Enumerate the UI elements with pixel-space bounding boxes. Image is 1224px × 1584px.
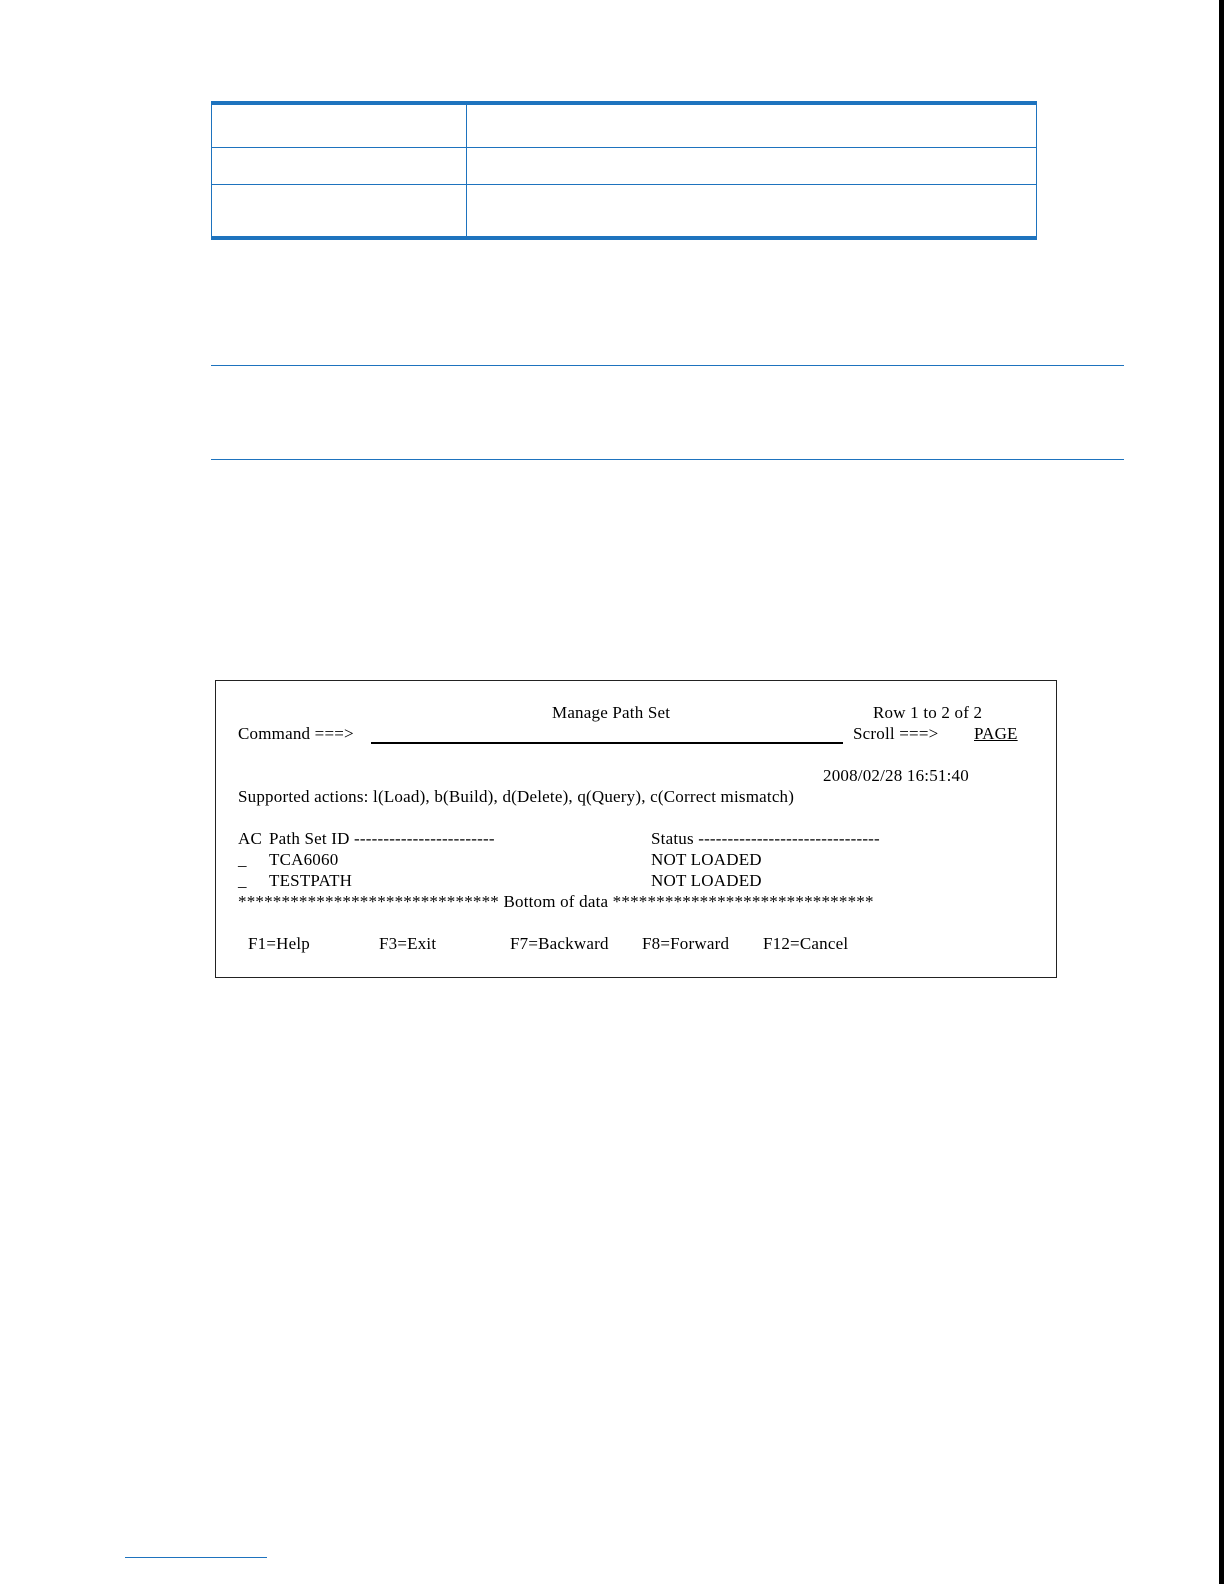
fkey-help[interactable]: F1=Help bbox=[248, 934, 310, 953]
row-info: Row 1 to 2 of 2 bbox=[873, 703, 983, 722]
manage-path-set-screen bbox=[215, 680, 1057, 978]
note-bottom-rule bbox=[211, 459, 1124, 460]
supported-actions: Supported actions: l(Load), b(Build), d(Delete), q(Query), c(Correct mismatch) bbox=[238, 787, 795, 806]
row-action-field[interactable]: _ bbox=[238, 850, 247, 869]
command-input-underline bbox=[371, 742, 843, 744]
command-label: Command ===> bbox=[238, 724, 354, 743]
footer-link-rule bbox=[125, 1557, 267, 1558]
row-status: NOT LOADED bbox=[651, 850, 762, 869]
scroll-label: Scroll ===> bbox=[853, 724, 939, 743]
table-column-divider bbox=[466, 105, 467, 236]
table-row bbox=[212, 147, 1036, 185]
fkey-forward[interactable]: F8=Forward bbox=[642, 934, 730, 953]
row-status: NOT LOADED bbox=[651, 871, 762, 890]
fkey-exit[interactable]: F3=Exit bbox=[379, 934, 437, 953]
row-path-set-id: TESTPATH bbox=[269, 871, 353, 890]
table-row bbox=[212, 105, 1036, 148]
scroll-field[interactable]: PAGE bbox=[974, 724, 1018, 743]
column-header-ac: AC bbox=[238, 829, 263, 848]
row-path-set-id: TCA6060 bbox=[269, 850, 339, 869]
note-top-rule bbox=[211, 365, 1124, 366]
row-action-field[interactable]: _ bbox=[238, 871, 247, 890]
document-table bbox=[211, 101, 1037, 240]
column-header-path-set-id: Path Set ID ------------------------ bbox=[269, 829, 495, 848]
fkey-backward[interactable]: F7=Backward bbox=[510, 934, 609, 953]
datetime: 2008/02/28 16:51:40 bbox=[823, 766, 969, 785]
bottom-of-data-line: ****************************** Bottom of data ****************************** bbox=[238, 892, 874, 911]
fkey-cancel[interactable]: F12=Cancel bbox=[763, 934, 849, 953]
screen-title: Manage Path Set bbox=[552, 703, 671, 722]
page-edge-bar bbox=[1219, 0, 1224, 1584]
column-header-status: Status ------------------------------- bbox=[651, 829, 880, 848]
table-row bbox=[212, 184, 1036, 237]
